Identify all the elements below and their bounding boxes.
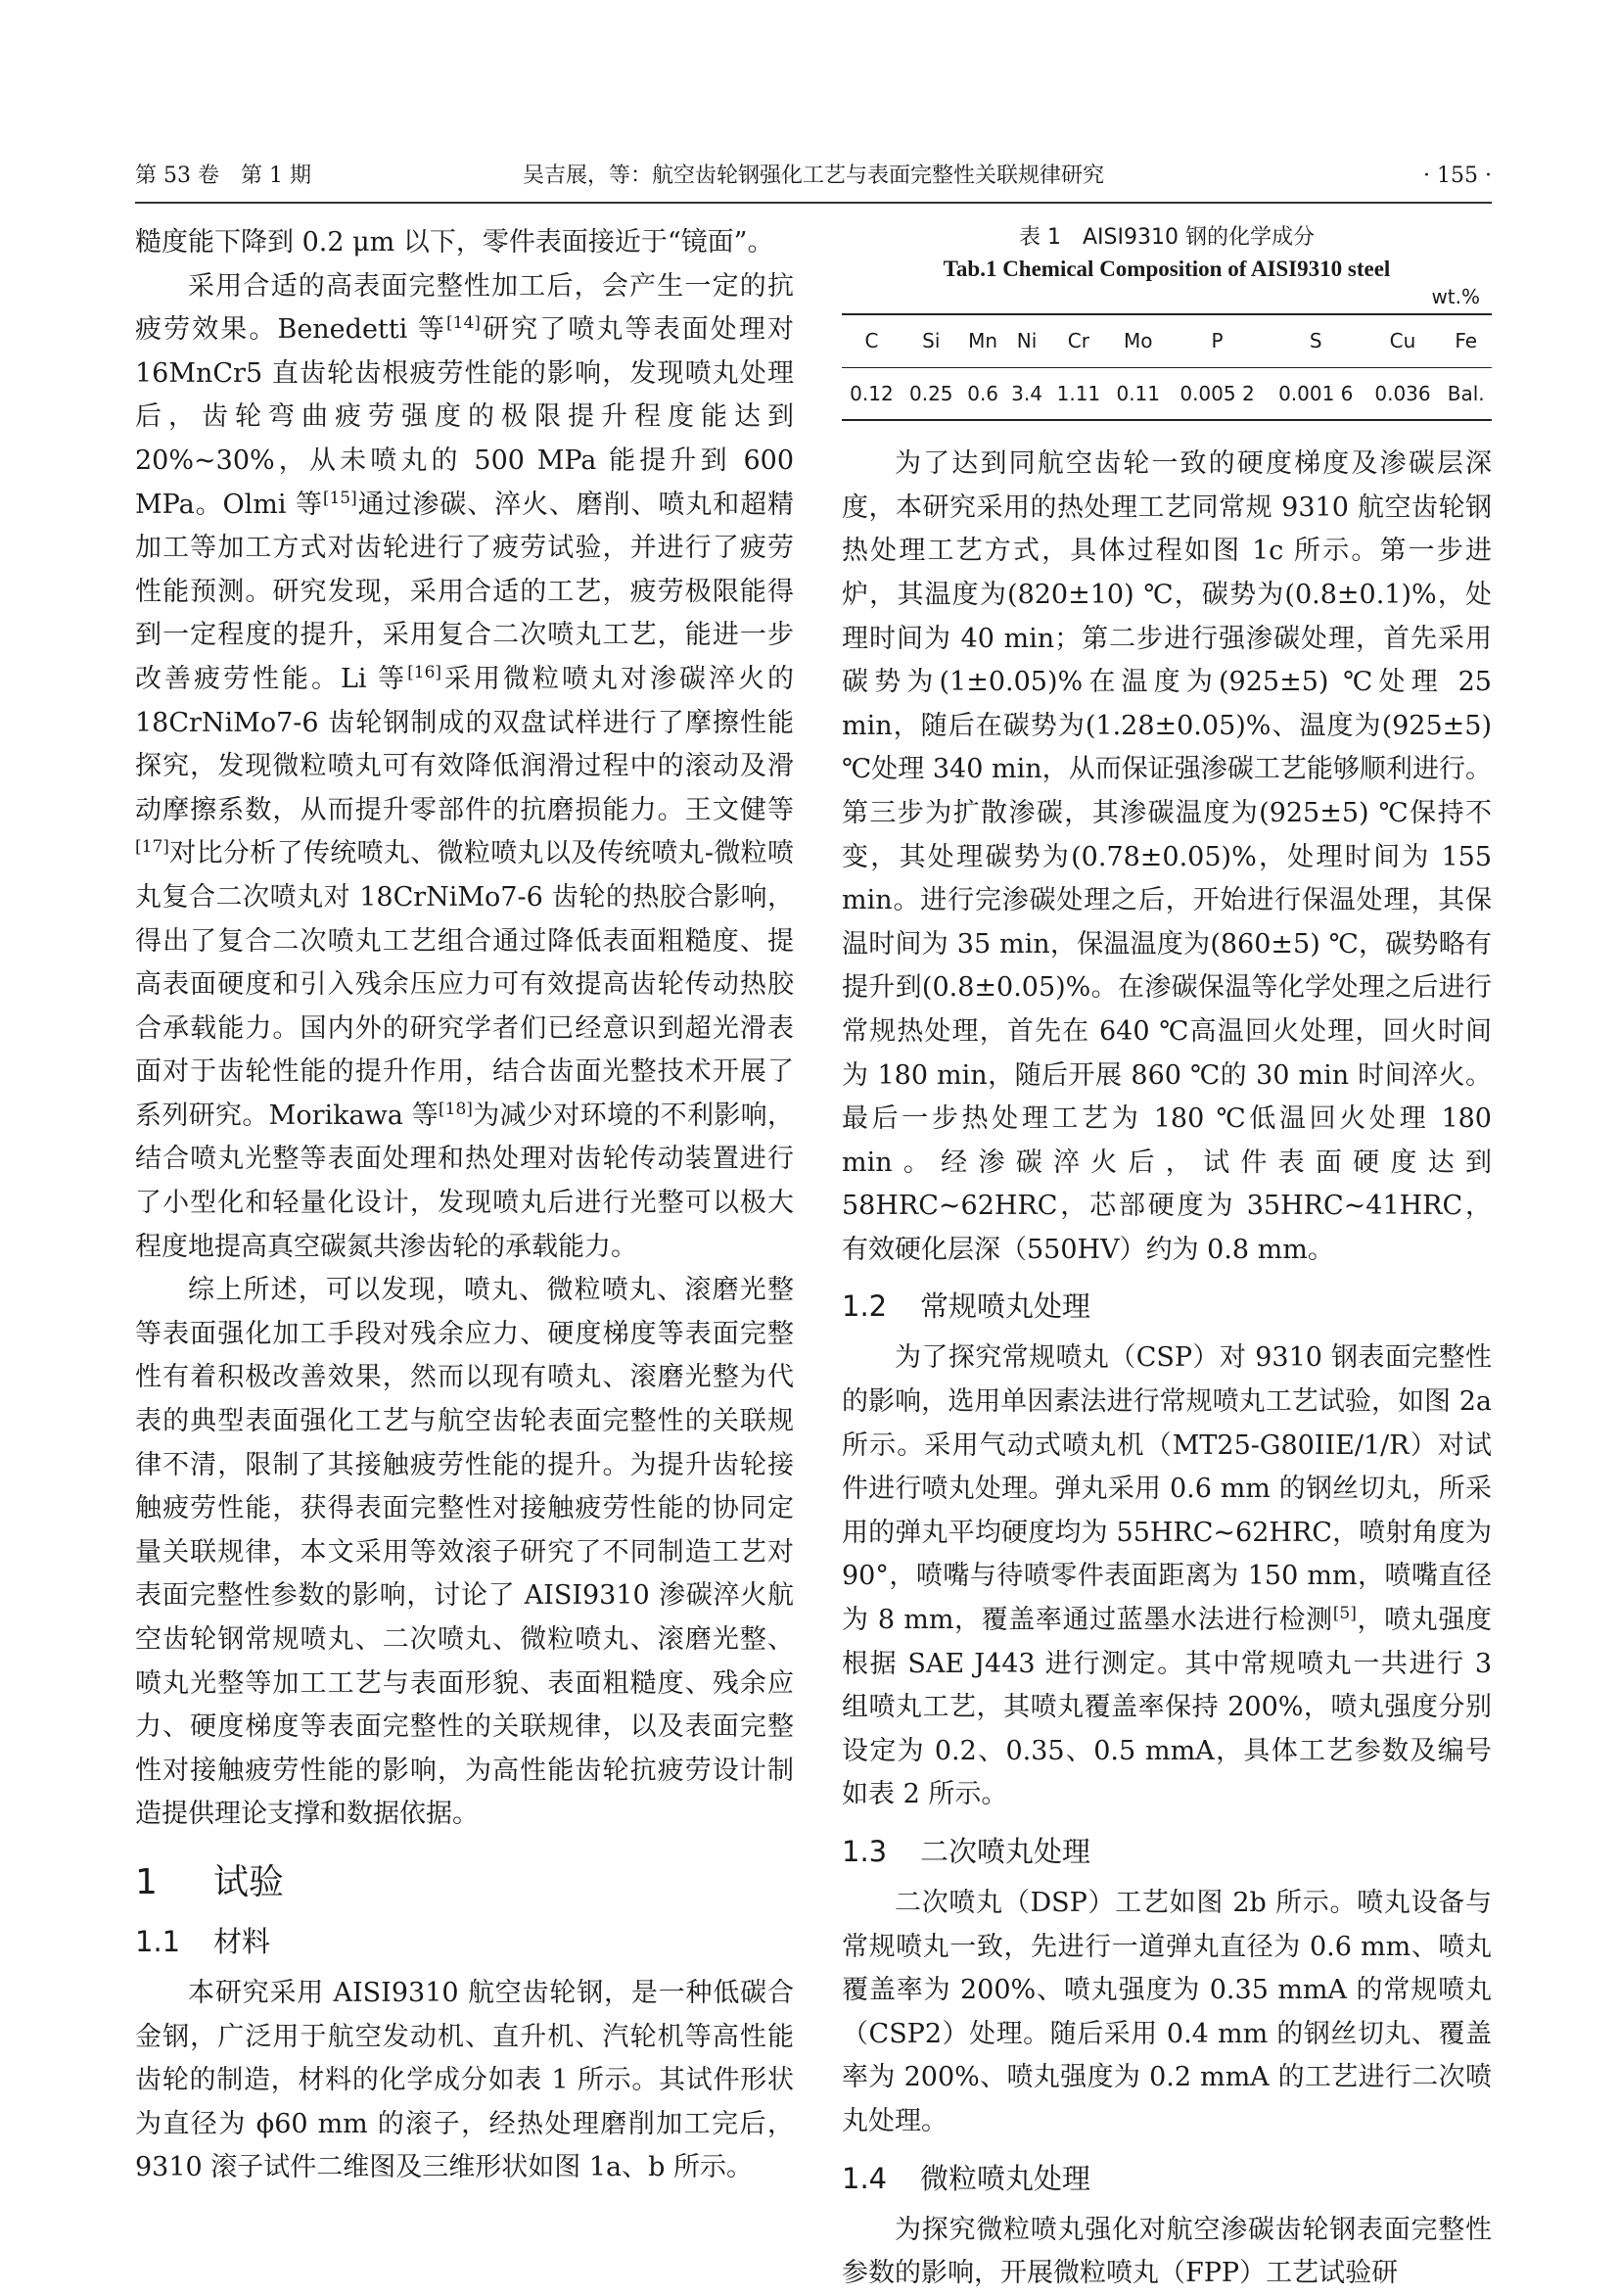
paragraph-fpp: 为探究微粒喷丸强化对航空渗碳齿轮钢表面完整性参数的影响，开展微粒喷丸（FPP）工艺试验研 — [842, 2214, 1492, 2289]
section-title: 材料 — [213, 1924, 271, 1958]
citation-ref[interactable]: [5] — [1332, 1604, 1357, 1624]
paragraph-material: 本研究采用 AISI9310 航空齿轮钢，是一种低碳合金钢，广泛用于航空发动机、直升机、汽轮机等高性能齿轮的制造，材料的化学成分如表 1 所示。其试件形状为直径为 ϕ60 mm 的滚子，经热处理磨削加工完后，9310 滚子试件二维图及三维形状如图 1a、b 所示。 — [135, 1977, 794, 2183]
table-title-cn: 表 1 AISI9310 钢的化学成分 — [1019, 225, 1315, 250]
table-cell: 0.25 — [909, 381, 953, 405]
citation-ref[interactable]: [15] — [322, 488, 357, 508]
citation-ref[interactable]: [18] — [439, 1099, 473, 1119]
table-unit: wt.% — [1431, 285, 1480, 308]
section-number: 1.1 — [135, 1924, 181, 1958]
table-cell: 1.11 — [1056, 381, 1101, 405]
table-header-cell: Cu — [1389, 329, 1416, 352]
header-rule — [135, 202, 1492, 204]
table-cell: 0.6 — [967, 381, 999, 405]
left-column — [135, 221, 794, 2190]
section-title: 二次喷丸处理 — [920, 1835, 1091, 1868]
text-run: 通过渗碳、淬火、磨削、喷丸和超精加工等加工方式对齿轮进行了疲劳试验，并进行了疲劳性能预测。研究发现，采用合适的工艺，疲劳极限能得到一定程度的提升，采用复合二次喷丸工艺，能进一步改善疲劳性能。Li 等 — [135, 489, 795, 694]
section-heading-1 — [135, 1858, 794, 1907]
table-header-cell: S — [1309, 329, 1322, 352]
table-cell: Bal. — [1447, 381, 1485, 405]
volume-issue: 第 53 卷 第 1 期 — [135, 164, 311, 188]
section-heading-1-2 — [842, 1286, 1492, 1327]
table-header-cell: Mn — [968, 329, 998, 352]
text-run: 采用合适的高表面完整性加工后，会产生一定的抗疲劳效果。Benedetti 等 — [135, 270, 794, 346]
paragraph-heat-treatment: 为了达到同航空齿轮一致的硬度梯度及渗碳层深度，本研究采用的热处理工艺同常规 9310 航空齿轮钢热处理工艺方式，具体过程如图 1c 所示。第一步进炉，其温度为(820±10) ℃，碳势为(0.8±0.1)%，处理时间为 40 min；第二步进行强渗碳处理，首先采用碳势为(1±0.05)%在温度为(925±5) ℃处理 25 min，随后在碳势为(1.28±0.05)%、温度为(925±5) ℃处理 340 min，从而保证强渗碳工艺能够顺利进行。第三步为扩散渗碳，其渗碳温度为(925±5) ℃保持不变，其处理碳势为(0.78±0.05)%，处理时间为 155 min。进行完渗碳处理之后，开始进行保温处理，其保温时间为 35 min，保温温度为(860±5) ℃，碳势略有提升到(0.8±0.05)%。在渗碳保温等化学处理之后进行常规热处理，首先在 640 ℃高温回火处理，回火时间为 180 min，随后开展 860 ℃的 30 min 时间淬火。最后一步热处理工艺为 180 ℃低温回火处理 180 min。经渗碳淬火后，试件表面硬度达到 58HRC~62HRC，芯部硬度为 35HRC~41HRC，有效硬化层深（550HV）约为 0.8 mm。 — [842, 448, 1492, 1265]
section-heading-1-3 — [842, 1831, 1492, 1872]
running-title: 吴吉展，等：航空齿轮钢强化工艺与表面完整性关联规律研究 — [522, 164, 1104, 188]
text-run: 研究了喷丸等表面处理对 16MnCr5 直齿轮齿根疲劳性能的影响，发现喷丸处理后，齿轮弯曲疲劳强度的极限提升程度能达到 20%~30%，从未喷丸的 500 MPa 能提升到 600 MPa。Olmi 等 — [135, 314, 795, 520]
citation-ref[interactable]: [16] — [407, 662, 442, 682]
table-cell: 0.005 2 — [1180, 381, 1255, 405]
table-header-cell: Si — [922, 329, 941, 352]
text-run: 对比分析了传统喷丸、微粒喷丸以及传统喷丸-微粒喷丸复合二次喷丸对 18CrNiMo7-6 齿轮的热胶合影响，得出了复合二次喷丸工艺组合通过降低表面粗糙度、提高表面硬度和引入残余压应力可有效提高齿轮传动热胶合承载能力。国内外的研究学者们已经意识到超光滑表面对于齿轮性能的提升作用，结合齿面光整技术开展了系列研究。Morikawa 等 — [135, 838, 794, 1131]
citation-ref[interactable]: [17] — [135, 837, 169, 858]
table-title-en: Tab.1 Chemical Composition of AISI9310 steel — [943, 257, 1391, 281]
section-heading-1-1 — [135, 1921, 794, 1962]
section-number: 1.3 — [842, 1835, 888, 1868]
section-number: 1.4 — [842, 2161, 888, 2195]
page-header — [135, 157, 1492, 196]
citation-ref[interactable]: [14] — [446, 313, 481, 334]
table-cell: 0.11 — [1116, 381, 1160, 405]
table-header-cell: C — [864, 329, 879, 352]
chemical-composition-table — [842, 313, 1492, 421]
table-header-cell: P — [1211, 329, 1224, 352]
page-number: · 155 · — [1423, 164, 1492, 188]
text-run: 为减少对环境的不利影响，结合喷丸光整等表面处理和热处理对齿轮传动装置进行了小型化和轻量化设计，发现喷丸后进行光整可以极大程度地提高真空碳氮共渗齿轮的承载能力。 — [135, 1100, 794, 1262]
paragraph-dsp: 二次喷丸（DSP）工艺如图 2b 所示。喷丸设备与常规喷丸一致，先进行一道弹丸直径为 0.6 mm、喷丸覆盖率为 200%、喷丸强度为 0.35 mmA 的常规喷丸（CSP2）处理。随后采用 0.4 mm 的钢丝切丸、覆盖率为 200%、喷丸强度为 0.2 mmA 的工艺进行二次喷丸处理。 — [842, 1888, 1492, 2136]
text-run: ，喷丸强度根据 SAE J443 进行测定。其中常规喷丸一共进行 3 组喷丸工艺，其喷丸覆盖率保持 200%，喷丸强度分别设定为 0.2、0.35、0.5 mmA，具体工艺参数及编号如表 2 所示。 — [842, 1605, 1492, 1810]
table-cell: 3.4 — [1011, 381, 1042, 405]
paragraph-csp — [842, 1336, 1492, 1817]
paragraph-summary: 综上所述，可以发现，喷丸、微粒喷丸、滚磨光整等表面强化加工手段对残余应力、硬度梯度等表面完整性有着积极改善效果，然而以现有喷丸、滚磨光整为代表的典型表面强化工艺与航空齿轮表面完整性的关联规律不清，限制了其接触疲劳性能的提升。为提升齿轮接触疲劳性能，获得表面完整性对接触疲劳性能的协同定量关联规律，本文采用等效滚子研究了不同制造工艺对表面完整性参数的影响，讨论了 AISI9310 渗碳淬火航空齿轮钢常规喷丸、二次喷丸、微粒喷丸、滚磨光整、喷丸光整等加工工艺与表面形貌、表面粗糙度、残余应力、硬度梯度等表面完整性的关联规律，以及表面完整性对接触疲劳性能的影响，为高性能齿轮抗疲劳设计制造提供理论支撑和数据依据。 — [135, 1275, 794, 1830]
section-number: 1.2 — [842, 1289, 888, 1324]
section-title: 微粒喷丸处理 — [920, 2161, 1091, 2195]
table-header-cell: Ni — [1016, 329, 1038, 352]
paragraph-continued: 糙度能下降到 0.2 μm 以下，零件表面接近于“镜面”。 — [135, 227, 774, 258]
section-title: 试验 — [213, 1861, 285, 1902]
table-cell: 0.12 — [850, 381, 894, 405]
table-header-row — [842, 314, 1492, 367]
paragraph-literature — [135, 265, 794, 1270]
section-number: 1 — [135, 1861, 158, 1902]
table-row — [842, 367, 1492, 420]
section-title: 常规喷丸处理 — [920, 1289, 1091, 1324]
table-header-cell: Fe — [1455, 329, 1478, 352]
table-cell: 0.001 6 — [1278, 381, 1354, 405]
table-header-cell: Cr — [1067, 329, 1089, 352]
text-run: 为了探究常规喷丸（CSP）对 9310 钢表面完整性的影响，选用单因素法进行常规喷丸工艺试验，如图 2a 所示。采用气动式喷丸机（MT25-G80IIE/1/R）对试件进行喷丸处理。弹丸采用 0.6 mm 的钢丝切丸，所采用的弹丸平均硬度均为 55HRC~62HRC，喷射角度为 90°，喷嘴与待喷零件表面距离为 150 mm，喷嘴直径为 8 mm，覆盖率通过蓝墨水法进行检测 — [842, 1342, 1492, 1636]
text-run: 采用微粒喷丸对渗碳淬火的 18CrNiMo7-6 齿轮钢制成的双盘试样进行了摩擦性能探究，发现微粒喷丸可有效降低润滑过程中的滚动及滑动摩擦系数，从而提升零部件的抗磨损能力。王文健等 — [135, 663, 794, 825]
table-cell: 0.036 — [1374, 381, 1431, 405]
table-header-cell: Mo — [1123, 329, 1153, 352]
section-heading-1-4 — [842, 2158, 1492, 2199]
right-column — [842, 221, 1492, 2296]
